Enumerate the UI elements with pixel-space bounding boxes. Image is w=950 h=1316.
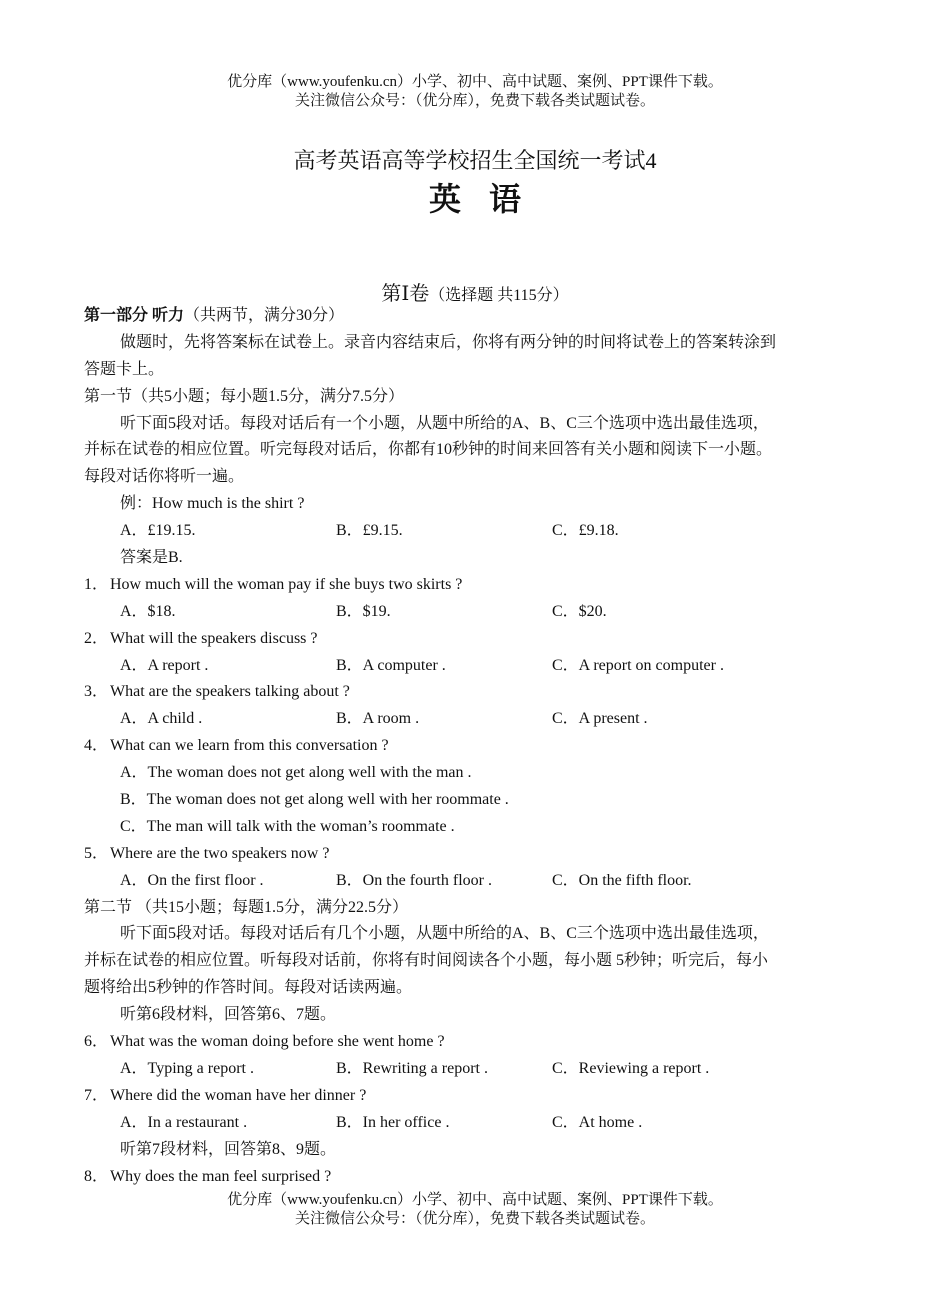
exam-content (84, 303, 874, 1190)
question-4 (84, 733, 874, 760)
question-6 (84, 1029, 874, 1056)
part1-intro-2: 答题卡上。 (84, 360, 165, 378)
option-a: A．In a restaurant . (120, 1113, 248, 1131)
question-8 (84, 1164, 874, 1191)
example-option-a: A．£19.15. (120, 522, 196, 540)
example-option-c: C．£9.18. (552, 522, 619, 540)
question-2-options (84, 653, 874, 680)
question-1-options (84, 599, 874, 626)
question-number: 8． (84, 1167, 109, 1185)
question-number: 5． (84, 844, 109, 862)
section1-dir-3: 每段对话你将听一遍。 (84, 468, 245, 486)
question-text: Where are the two speakers now ? (110, 844, 330, 862)
section2-dir-2: 并标在试卷的相应位置。听每段对话前，你将有时间阅读各个小题，每小题 5秒钟；听完后，每小 (84, 952, 769, 970)
question-1 (84, 572, 874, 599)
example-question: 例：How much is the shirt ? (120, 495, 305, 513)
material-6-note: 听第6段材料，回答第6、7题。 (120, 1006, 337, 1024)
question-text: What will the speakers discuss ? (110, 629, 318, 647)
question-number: 3． (84, 683, 109, 701)
volume-main: 第Ⅰ卷 (381, 283, 430, 305)
question-text: What are the speakers talking about ? (110, 683, 350, 701)
volume-note: （选择题 共115分） (429, 287, 569, 304)
question-text: How much will the woman pay if she buys two skirts ? (110, 575, 463, 593)
footer-line-1: 优分库（www.youfenku.cn）小学、初中、高中试题、案例、PPT课件下载。 (227, 1192, 723, 1208)
part1-title (84, 303, 874, 330)
option-c: C．At home . (552, 1113, 643, 1131)
question-5 (84, 841, 874, 868)
question-2 (84, 626, 874, 653)
question-3-options (84, 706, 874, 733)
page-header (0, 73, 950, 111)
question-7 (84, 1083, 874, 1110)
option-b: B．A computer . (336, 656, 446, 674)
question-number: 7． (84, 1086, 109, 1104)
subject-heading: 英语 (428, 181, 549, 217)
option-a: A．A report . (120, 656, 209, 674)
option-a: A．$18. (120, 602, 176, 620)
option-a: A．On the first floor . (120, 871, 264, 889)
question-text: What was the woman doing before she went home ? (110, 1033, 445, 1051)
section2-dir-3: 题将给出5秒钟的作答时间。每段对话读两遍。 (84, 979, 413, 997)
option-c: C．$20. (552, 602, 607, 620)
question-text: Why does the man feel surprised ? (110, 1167, 332, 1185)
option-c: C．On the fifth floor. (552, 871, 692, 889)
option-b: B．Rewriting a report . (336, 1059, 488, 1077)
option-c: C．A present . (552, 710, 648, 728)
option-c: C．A report on computer . (552, 656, 724, 674)
option-b: B．$19. (336, 602, 391, 620)
section1-title: 第一节（共5小题；每小题1.5分，满分7.5分） (84, 387, 405, 405)
section1-dir-2: 并标在试卷的相应位置。听完每段对话后，你都有10秒钟的时间来回答有关小题和阅读下一小题。 (84, 441, 773, 459)
question-number: 4． (84, 737, 109, 755)
example-answer: 答案是B. (120, 549, 183, 567)
section2-title: 第二节 （共15小题；每题1.5分，满分22.5分） (84, 898, 409, 916)
example-option-b: B．£9.15. (336, 522, 403, 540)
option-b: B．A room . (336, 710, 420, 728)
question-5-options (84, 868, 874, 895)
volume-heading (0, 277, 950, 306)
option-b: B．The woman does not get along well with her roommate . (120, 791, 509, 809)
material-7-note: 听第7段材料，回答第8、9题。 (120, 1140, 337, 1158)
option-c: C．Reviewing a report . (552, 1059, 710, 1077)
footer-line-2: 关注微信公众号：（优分库），免费下载各类试题试卷。 (294, 1211, 655, 1227)
question-7-options (84, 1110, 874, 1137)
question-number: 1． (84, 575, 109, 593)
example-options (84, 518, 874, 545)
part1-intro-1: 做题时，先将答案标在试卷上。录音内容结束后，你将有两分钟的时间将试卷上的答案转涂到 (120, 333, 777, 351)
option-a: A．A child . (120, 710, 203, 728)
section1-dir-1: 听下面5段对话。每段对话后有一个小题，从题中所给的A、B、C三个选项中选出最佳选项， (120, 414, 769, 432)
option-b: B．In her office . (336, 1113, 450, 1131)
question-number: 2． (84, 629, 109, 647)
part1-title-bold: 第一部分 听力 (84, 307, 185, 324)
question-3 (84, 679, 874, 706)
header-line-2: 关注微信公众号：（优分库），免费下载各类试题试卷。 (294, 93, 655, 109)
question-text: Where did the woman have her dinner ? (110, 1086, 367, 1104)
question-number: 6． (84, 1033, 109, 1051)
part1-title-rest: （共两节，满分30分） (184, 307, 345, 324)
exam-title: 高考英语高等学校招生全国统一考试4 (293, 148, 657, 173)
page-footer (0, 1191, 950, 1229)
option-b: B．On the fourth floor . (336, 871, 492, 889)
question-text: What can we learn from this conversation ? (110, 737, 389, 755)
option-a: A．Typing a report . (120, 1059, 254, 1077)
question-6-options (84, 1056, 874, 1083)
option-c: C．The man will talk with the woman’s roommate . (120, 817, 455, 835)
section2-dir-1: 听下面5段对话。每段对话后有几个小题，从题中所给的A、B、C三个选项中选出最佳选项， (120, 925, 769, 943)
option-a: A．The woman does not get along well with the man . (120, 764, 472, 782)
header-line-1: 优分库（www.youfenku.cn）小学、初中、高中试题、案例、PPT课件下载。 (227, 74, 723, 90)
